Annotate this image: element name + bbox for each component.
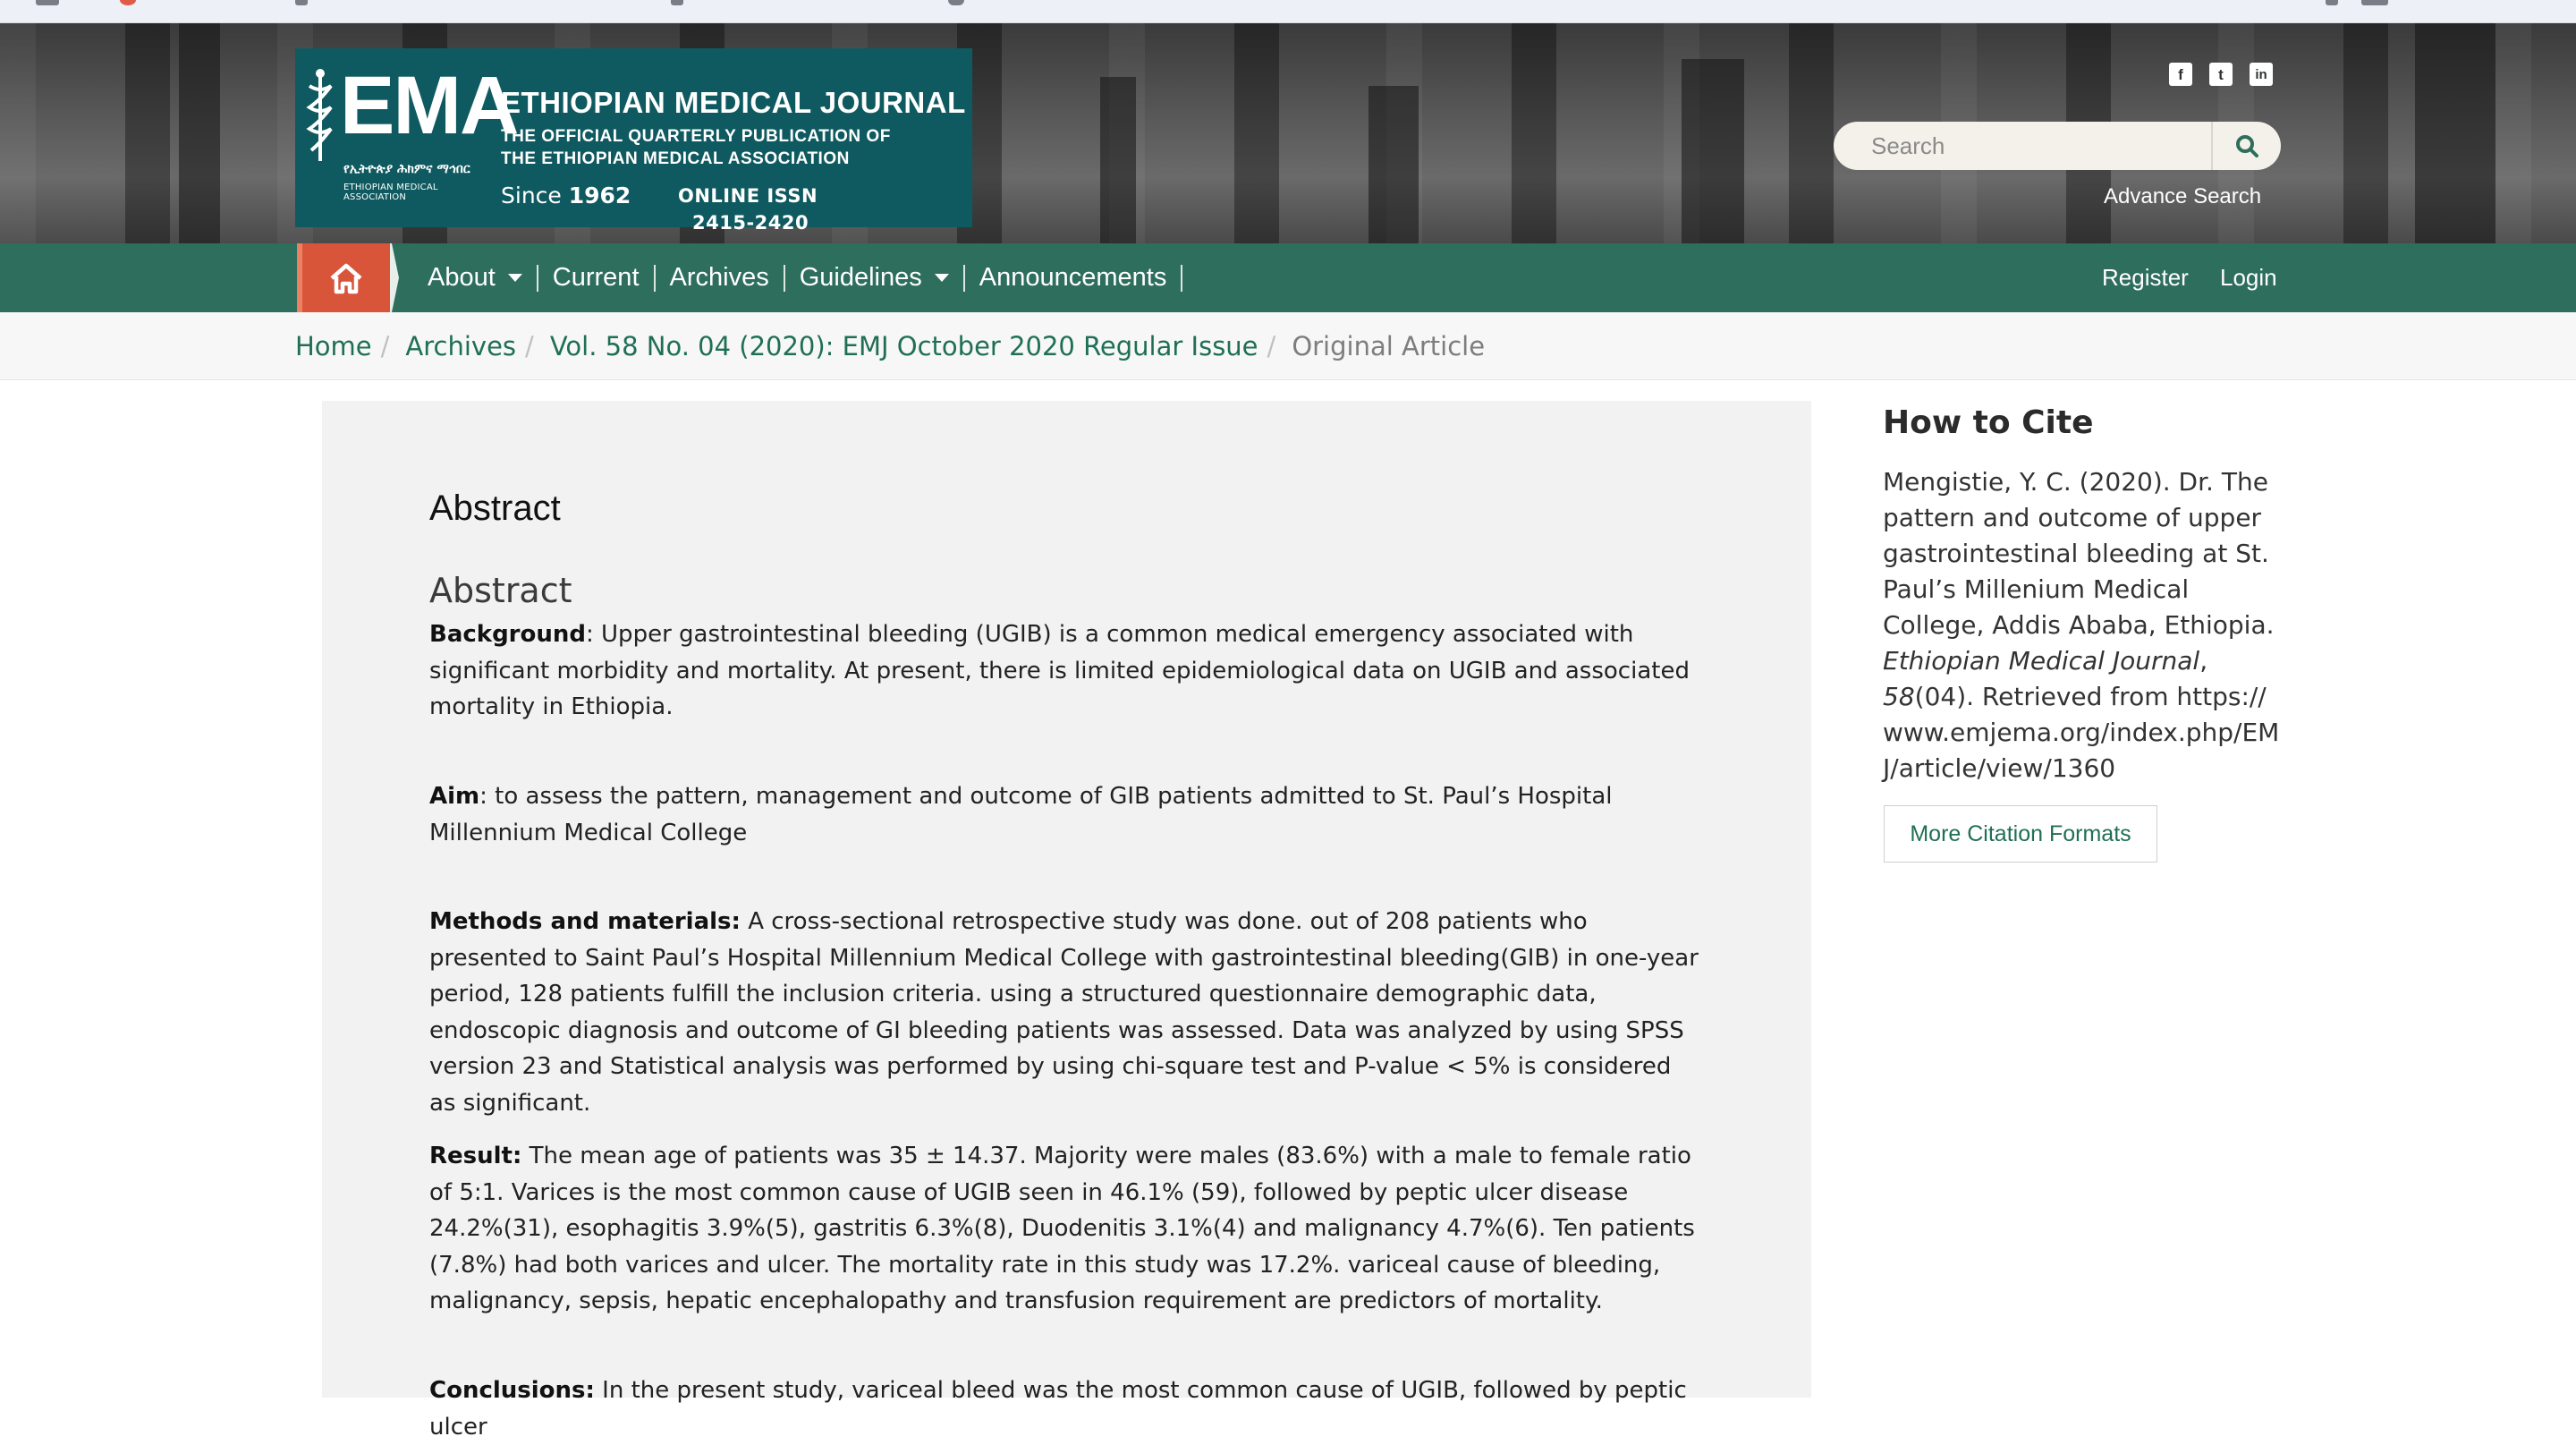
abstract-methods: Methods and materials: A cross-sectional retrospective study was done. out of 208 patients who presented to Saint Paul’s Hospital Millennium Medical College with gastrointestinal bleeding(GIB) in one-year period, 128 patients fulfill the inclusion criteria. using a structured questionnaire demographic data, endoscopic diagnosis and outcome of GI bleeding patients was assessed. Data was analyzed by using SPSS version 23 and Statistical analysis was performed by using chi-square test and P-value < 5% is considered as significant. <box>429 908 1699 1117</box>
home-button-arrow <box>390 243 399 312</box>
ema-logo-mark: EMA <box>340 60 518 151</box>
login-link[interactable]: Login <box>2220 264 2277 291</box>
breadcrumb <box>0 312 2576 380</box>
issn-value: 2415-2420 <box>692 212 809 234</box>
section-label: Conclusions: <box>429 1377 595 1404</box>
abstract-background: Background: Upper gastrointestinal bleeding (UGIB) is a common medical emergency associated with significant morbidity and mortality. At present, there is limited epidemiological data on UGIB and associated mortality in Ethiopia. <box>429 621 1690 720</box>
abstract-heading: Abstract <box>429 489 561 528</box>
nav-divider <box>1181 265 1182 292</box>
section-label: Background <box>429 621 586 648</box>
citation-volume: 58 <box>1883 682 1915 711</box>
section-label: Methods and materials: <box>429 908 741 935</box>
register-link[interactable]: Register <box>2102 264 2189 291</box>
nav-item-current[interactable]: Current <box>552 263 640 292</box>
caduceus-icon <box>304 68 336 165</box>
breadcrumb-home[interactable]: Home <box>295 331 372 361</box>
search-form <box>1834 122 2281 170</box>
nav-divider <box>963 265 965 292</box>
logo-amharic-text: የኢትዮጵያ ሕክምና ማኅበር <box>343 162 470 176</box>
home-icon <box>328 262 364 294</box>
search-button[interactable] <box>2211 122 2281 170</box>
nav-item-archives[interactable]: Archives <box>669 263 769 292</box>
since-label: Since 1962 <box>501 183 631 208</box>
nav-divider <box>784 265 785 292</box>
breadcrumb-issue[interactable]: Vol. 58 No. 04 (2020): EMJ October 2020 Regular Issue <box>549 331 1258 361</box>
more-citation-formats-button[interactable]: More Citation Formats <box>1884 805 2157 863</box>
breadcrumb-separator: / <box>1267 331 1276 361</box>
section-label: Result: <box>429 1143 522 1169</box>
home-button[interactable] <box>297 243 390 312</box>
abstract-conclusions: Conclusions: In the present study, variceal bleed was the most common cause of UGIB, followed by peptic ulcer <box>429 1377 1687 1441</box>
abstract-result: Result: The mean age of patients was 35 ± 14.37. Majority were males (83.6%) with a male to female ratio of 5:1. Varices is the most common cause of UGIB seen in 46.1% (59), followed by peptic ulcer disease 24.2%(31), esophagitis 3.9%(5), gastritis 6.3%(8), Duodenitis 3.1%(4) and malignancy 4.7%(6). Ten patients (7.8%) had both varices and ulcer. The mortality rate in this study was 17.2%. variceal cause of bleeding, malignancy, sepsis, hepatic encephalopathy and transfusion requirement are predictors of mortality. <box>429 1143 1695 1314</box>
nav-menu <box>428 243 1197 312</box>
issn-label: ONLINE ISSN <box>678 185 818 207</box>
section-label: Aim <box>429 783 480 810</box>
nav-item-guidelines[interactable]: Guidelines <box>800 263 949 293</box>
citation-url[interactable]: https://www.emjema.org/index.php/EMJ/article/view/1360 <box>1883 682 2280 783</box>
main-nav <box>0 243 2576 312</box>
browser-tab-strip <box>0 0 2576 23</box>
nav-divider <box>537 265 538 292</box>
journal-subtitle-line1: THE OFFICIAL QUARTERLY PUBLICATION OF <box>501 127 891 146</box>
search-icon <box>2235 134 2258 157</box>
advance-search-link[interactable]: Advance Search <box>2104 184 2262 208</box>
journal-title: ETHIOPIAN MEDICAL JOURNAL <box>501 86 966 119</box>
journal-subtitle-line2: THE ETHIOPIAN MEDICAL ASSOCIATION <box>501 149 850 168</box>
how-to-cite-heading: How to Cite <box>1883 404 2094 441</box>
site-header <box>0 23 2576 243</box>
twitter-icon[interactable]: t <box>2209 63 2233 86</box>
chevron-down-icon <box>508 274 522 282</box>
nav-item-about[interactable]: About <box>428 263 522 293</box>
abstract-aim: Aim: to assess the pattern, management and outcome of GIB patients admitted to St. Paul’s Hospital Millennium Medical College <box>429 783 1613 846</box>
abstract-subheading: Abstract <box>429 571 572 610</box>
linkedin-icon[interactable]: in <box>2250 63 2273 86</box>
logo-association-small: ETHIOPIAN MEDICAL ASSOCIATION <box>343 183 438 202</box>
nav-item-announcements[interactable]: Announcements <box>979 263 1167 292</box>
breadcrumb-separator: / <box>525 331 534 361</box>
breadcrumb-separator: / <box>380 331 390 361</box>
nav-divider <box>654 265 656 292</box>
breadcrumb-current: Original Article <box>1292 331 1486 361</box>
breadcrumb-archives[interactable]: Archives <box>405 331 517 361</box>
citation-text: Mengistie, Y. C. (2020). Dr. The pattern and outcome of upper gastrointestinal bleeding at St. Paul’s Millenium Medical College, Addis Ababa, Ethiopia. Ethiopian Medical Journal, 58(04). Retrieved from https://www.emjema.org/index.php/EMJ/article/view/1360 <box>1883 467 2280 783</box>
journal-logo[interactable] <box>295 48 972 234</box>
chevron-down-icon <box>935 274 949 282</box>
citation-journal: Ethiopian Medical Journal <box>1883 646 2200 676</box>
since-year: 1962 <box>568 183 631 208</box>
search-input[interactable] <box>1834 122 2211 170</box>
facebook-icon[interactable]: f <box>2169 63 2192 86</box>
